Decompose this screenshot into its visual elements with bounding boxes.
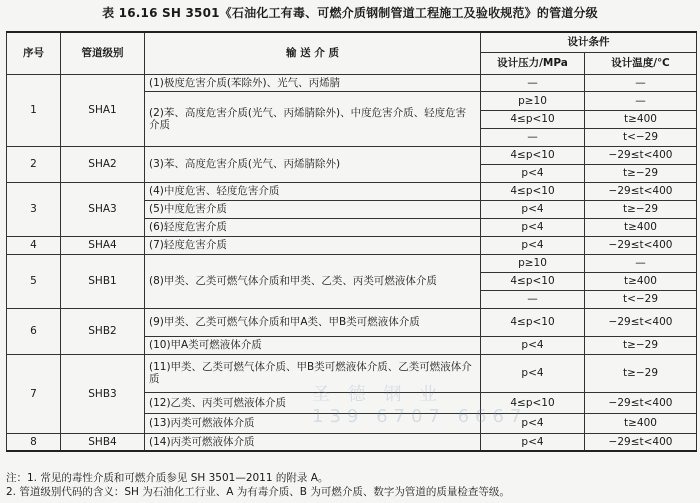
seq-cell: 1	[7, 74, 61, 146]
table-row	[7, 308, 697, 336]
temperature-cell: t≥−29	[585, 164, 697, 182]
table-row	[7, 182, 697, 200]
pressure-cell: 4≤p<10	[481, 146, 585, 164]
medium-cell: (14)丙类可燃液体介质	[145, 433, 481, 451]
pressure-cell: p<4	[481, 236, 585, 254]
pressure-cell: —	[481, 128, 585, 146]
temperature-cell: −29≤t<400	[585, 182, 697, 200]
medium-cell: (9)甲类、乙类可燃气体介质和甲A类、甲B类可燃液体介质	[145, 308, 481, 336]
seq-cell: 3	[7, 182, 61, 236]
watermark-line: 圣 德 钢 业	[312, 384, 444, 405]
seq-cell: 7	[7, 354, 61, 433]
medium-cell: (5)中度危害介质	[145, 200, 481, 218]
medium-cell: (2)苯、高度危害介质(光气、丙烯腈除外)、中度危害介质、轻度危害介质	[145, 91, 481, 146]
grade-cell: SHB1	[61, 254, 145, 308]
temperature-cell: t≥−29	[585, 354, 697, 392]
grade-cell: SHA1	[61, 74, 145, 146]
temperature-cell: −29≤t<400	[585, 236, 697, 254]
pressure-cell: p<4	[481, 413, 585, 433]
table-row	[7, 236, 697, 254]
pressure-cell: 4≤p<10	[481, 182, 585, 200]
medium-cell: (7)轻度危害介质	[145, 236, 481, 254]
pressure-cell: p<4	[481, 433, 585, 451]
pressure-cell: p<4	[481, 336, 585, 354]
watermark-line: 139 6707 6667	[312, 406, 528, 427]
seq-cell: 8	[7, 433, 61, 451]
temperature-cell: −29≤t<400	[585, 146, 697, 164]
temperature-cell: —	[585, 74, 697, 91]
table-caption: 表 16.16 SH 3501《石油化工有毒、可燃介质钢制管道工程施工及验收规范》的管道分级	[102, 6, 598, 20]
pressure-cell: p<4	[481, 354, 585, 392]
table-row	[7, 254, 697, 272]
note-line: 注：1. 常见的毒性介质和可燃介质参见 SH 3501—2011 的附录 A。	[6, 472, 329, 484]
temperature-cell: −29≤t<400	[585, 433, 697, 451]
temperature-cell: t≥400	[585, 413, 697, 433]
temperature-cell: t≥400	[585, 110, 697, 128]
pressure-cell: p≥10	[481, 254, 585, 272]
seq-cell: 5	[7, 254, 61, 308]
header-pressure: 设计压力/MPa	[481, 52, 585, 74]
medium-cell: (6)轻度危害介质	[145, 218, 481, 236]
temperature-cell: —	[585, 91, 697, 110]
medium-cell: (11)甲类、乙类可燃气体介质、甲B类可燃液体介质、乙类可燃液体介质	[145, 354, 481, 392]
grade-cell: SHB4	[61, 433, 145, 451]
temperature-cell: −29≤t<400	[585, 308, 697, 336]
medium-cell: (1)极度危害介质(苯除外)、光气、丙烯腈	[145, 74, 481, 91]
pressure-cell: p<4	[481, 200, 585, 218]
temperature-cell: t≥400	[585, 272, 697, 290]
header-grade: 管道级别	[61, 32, 145, 74]
temperature-cell: −29≤t<400	[585, 392, 697, 413]
seq-cell: 6	[7, 308, 61, 354]
medium-cell: (12)乙类、丙类可燃液体介质	[145, 392, 481, 413]
grade-cell: SHA3	[61, 182, 145, 236]
grade-cell: SHB3	[61, 354, 145, 433]
pressure-cell: p<4	[481, 164, 585, 182]
table-row	[7, 146, 697, 164]
table-notes	[6, 471, 510, 499]
pressure-cell: 4≤p<10	[481, 110, 585, 128]
medium-cell: (4)中度危害、轻度危害介质	[145, 182, 481, 200]
temperature-cell: t<−29	[585, 290, 697, 308]
temperature-cell: t≥−29	[585, 200, 697, 218]
pressure-cell: —	[481, 290, 585, 308]
medium-cell: (10)甲A类可燃液体介质	[145, 336, 481, 354]
pressure-cell: p<4	[481, 218, 585, 236]
pressure-cell: 4≤p<10	[481, 272, 585, 290]
table-row	[7, 74, 697, 91]
pressure-cell: 4≤p<10	[481, 308, 585, 336]
header-seq: 序号	[7, 32, 61, 74]
temperature-cell: —	[585, 254, 697, 272]
pipe-grade-table	[6, 31, 697, 452]
grade-cell: SHB2	[61, 308, 145, 354]
seq-cell: 2	[7, 146, 61, 182]
seq-cell: 4	[7, 236, 61, 254]
temperature-cell: t<−29	[585, 128, 697, 146]
medium-cell: (8)甲类、乙类可燃气体介质和甲类、乙类、丙类可燃液体介质	[145, 254, 481, 308]
medium-cell: (13)丙类可燃液体介质	[145, 413, 481, 433]
header-temperature: 设计温度/℃	[585, 52, 697, 74]
table-row	[7, 354, 697, 392]
table-row	[7, 433, 697, 451]
grade-cell: SHA4	[61, 236, 145, 254]
temperature-cell: t≥−29	[585, 336, 697, 354]
medium-cell: (3)苯、高度危害介质(光气、丙烯腈除外)	[145, 146, 481, 182]
note-line: 2. 管道级别代码的含义：SH 为石油化工行业、A 为有毒介质、B 为可燃介质、数字为管道的质量检查等级。	[6, 486, 510, 498]
pressure-cell: 4≤p<10	[481, 392, 585, 413]
grade-cell: SHA2	[61, 146, 145, 182]
header-medium: 输 送 介 质	[145, 32, 481, 74]
temperature-cell: t≥400	[585, 218, 697, 236]
pressure-cell: —	[481, 74, 585, 91]
pressure-cell: p≥10	[481, 91, 585, 110]
header-conditions: 设计条件	[481, 32, 697, 52]
